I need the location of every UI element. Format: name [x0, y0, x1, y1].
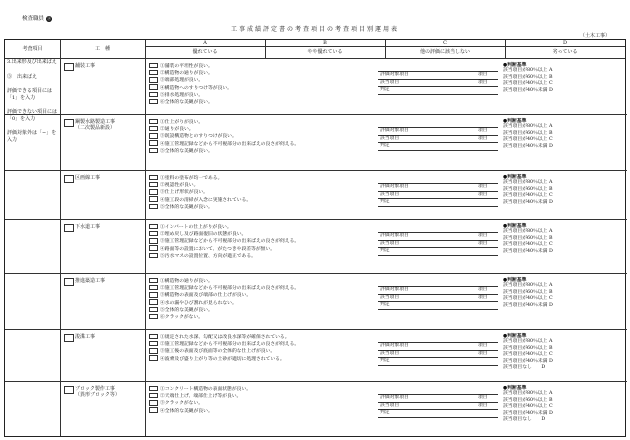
criteria-text: ②視認性が良い。 — [160, 183, 199, 189]
criteria-row — [149, 84, 369, 91]
judgement-line: 該当項目が60％以上 B — [503, 289, 553, 295]
criteria-list — [149, 333, 369, 362]
criteria-text: ②施工管理記録などから不可視部分の出来ばえの良さが伺える。 — [160, 342, 300, 348]
evaluation-label: 評価対象項目 — [380, 343, 409, 348]
criteria-text: ⑤全体的な美観が良い。 — [160, 148, 213, 154]
criteria-row — [149, 76, 369, 83]
criteria-row — [149, 132, 369, 139]
criteria-text: ③端部処理が良い。 — [160, 78, 204, 84]
criteria-list — [149, 385, 369, 414]
criteria-row — [149, 392, 369, 399]
note: 評価対象外は「−」を入力 — [7, 130, 57, 143]
criteria-row — [149, 399, 369, 406]
judgement-criteria — [503, 223, 623, 255]
criteria-text: ①構造物の通りが良い。 — [160, 279, 213, 285]
criteria-text: ②通りが良い。 — [160, 127, 194, 133]
criteria-input-box[interactable] — [149, 133, 158, 138]
evaluation-unit: 項目 — [478, 343, 488, 348]
judgement-line: 該当項目が40％未満 D — [503, 143, 553, 149]
header-c-desc: 他の評価に該当しない — [419, 49, 470, 55]
criteria-input-box[interactable] — [149, 299, 158, 304]
criteria-text: ③既設構造物とのすりつけが良い。 — [160, 134, 237, 140]
section-name: 区画線工事 — [75, 175, 101, 181]
criteria-row — [149, 237, 369, 244]
criteria-input-box[interactable] — [149, 341, 158, 346]
section — [60, 170, 627, 219]
criteria-list — [149, 277, 369, 320]
criteria-text: ⑤汚水マスの設置位置、方向が適正である。 — [160, 253, 256, 259]
evaluation-label: 該当項目 — [380, 79, 400, 85]
evaluation-label: 評価対象項目 — [380, 128, 409, 133]
criteria-text: ④全体的な美観が良い。 — [160, 408, 213, 414]
criteria-row — [149, 98, 369, 105]
criteria-row — [149, 313, 369, 320]
criteria-input-box[interactable] — [149, 238, 158, 243]
criteria-row — [149, 245, 369, 252]
criteria-input-box[interactable] — [149, 285, 158, 290]
evaluation-box — [378, 183, 498, 207]
criteria-text: ⑥クラックがない。 — [160, 315, 204, 321]
evaluation-box — [378, 71, 498, 95]
document-label — [22, 14, 52, 22]
judgement-line: 該当項目が60％以上 B — [503, 74, 553, 80]
criteria-row — [149, 355, 369, 362]
evaluation-label: 該当項目 — [380, 350, 400, 356]
header-a-letter: A — [203, 40, 207, 46]
judgement-heading: ●判断基準 — [503, 118, 527, 124]
header-b-letter: B — [323, 40, 327, 46]
evaluation-row — [378, 402, 498, 410]
criteria-text: ①仕上がりが良い。 — [160, 120, 204, 126]
evaluation-unit: 項目 — [478, 294, 488, 300]
evaluation-unit: 項目 — [478, 395, 488, 400]
criteria-input-box[interactable] — [149, 348, 158, 353]
criteria-row — [149, 223, 369, 230]
evaluation-label: 評価対象項目 — [380, 287, 409, 292]
criteria-list — [149, 223, 369, 259]
criteria-text: ①インバートの仕上がりが良い。 — [160, 225, 232, 231]
criteria-row — [149, 174, 369, 181]
criteria-input-box[interactable] — [149, 148, 158, 153]
criteria-row — [149, 62, 369, 69]
section — [60, 58, 627, 114]
evaluation-box — [378, 394, 498, 418]
evaluation-row — [378, 183, 498, 191]
evaluation-label: 該当項目 — [380, 191, 400, 197]
judgement-line: 該当項目が60％以上 B — [503, 235, 553, 241]
evaluation-unit: 項目 — [478, 233, 488, 238]
evaluation-row — [378, 71, 498, 79]
criteria-row — [149, 347, 369, 354]
note: ③ 出来ばえ — [7, 73, 38, 80]
evaluation-box — [378, 342, 498, 366]
evaluation-label: 該当項目 — [380, 135, 400, 141]
section-name: 下水道工事 — [75, 224, 101, 230]
criteria-input-box[interactable] — [149, 126, 158, 131]
criteria-input-box[interactable] — [149, 182, 158, 187]
header-b-desc: やや優れている — [307, 49, 343, 55]
evaluation-label: 該当項目 — [380, 240, 400, 246]
judgement-line: 該当項目が80％以上 A — [503, 180, 553, 186]
divider — [5, 219, 627, 220]
criteria-text: ④水の漏やひび割れが見られない。 — [160, 300, 237, 306]
divider — [5, 273, 627, 274]
judgement-line: 該当項目が40％以上 C — [503, 352, 553, 358]
criteria-input-box[interactable] — [149, 245, 158, 250]
judgement-none-line: 該当項目なし D — [503, 417, 546, 423]
criteria-input-box[interactable] — [149, 231, 158, 236]
judgement-line: 該当項目が60％以上 B — [503, 397, 553, 403]
criteria-text: ④路面等の設置において、がたつきや段差等が無い。 — [160, 246, 276, 252]
criteria-row — [149, 91, 369, 98]
criteria-text: ⑤全体的な美観が良い。 — [160, 307, 213, 313]
criteria-input-box[interactable] — [149, 407, 158, 412]
criteria-input-box[interactable] — [149, 204, 158, 209]
document-title: 工事成績評定書の考査項目の考査項目別運用表 — [230, 26, 399, 33]
header-d-letter: D — [562, 40, 567, 46]
criteria-row — [149, 203, 369, 210]
evaluation-label: 該当項目 — [380, 294, 400, 300]
evaluation-row — [378, 127, 498, 135]
criteria-row — [149, 306, 369, 313]
judgement-line: 該当項目が40％未満 D — [503, 302, 553, 308]
evaluation-label: 評価対象項目 — [380, 184, 409, 189]
judgement-line: 該当項目が40％未満 D — [503, 410, 553, 416]
evaluation-box — [378, 232, 498, 256]
criteria-text: ①塗料の塗布が均一である。 — [160, 176, 223, 182]
criteria-row — [149, 340, 369, 347]
judgement-heading: ●判断基準 — [503, 223, 527, 229]
criteria-row — [149, 333, 369, 340]
criteria-text: ②施工管理記録などから不可視部分の出来ばえの良さが伺える。 — [160, 286, 300, 292]
criteria-row — [149, 118, 369, 125]
divider — [5, 114, 627, 115]
evaluation-row — [378, 294, 498, 302]
evaluation-box — [378, 286, 498, 310]
criteria-input-box[interactable] — [149, 334, 158, 339]
judgement-none-line: 該当項目なし D — [503, 365, 546, 371]
criteria-input-box[interactable] — [149, 355, 158, 360]
criteria-input-box[interactable] — [149, 224, 158, 229]
criteria-text: ⑥全体的な美観が良い。 — [160, 100, 213, 106]
judgement-line: 該当項目が40％以上 C — [503, 193, 553, 199]
criteria-row — [149, 252, 369, 259]
judgement-line: 該当項目が40％以上 C — [503, 81, 553, 87]
criteria-text: ③クラックがない。 — [160, 401, 204, 407]
unit-label: （土木工事） — [579, 33, 610, 39]
evaluation-row — [378, 135, 498, 143]
judgement-line: 該当項目が80％以上 A — [503, 391, 553, 397]
judgement-line: 該当項目が40％未満 D — [503, 199, 553, 205]
evaluation-label: 判定 — [380, 248, 390, 254]
evaluation-label: 判定 — [380, 302, 390, 308]
criteria-text: ④施工管理記録などから不可視部分の出来ばえの良さが伺える。 — [160, 141, 300, 147]
evaluation-row — [378, 86, 498, 95]
criteria-row — [149, 196, 369, 203]
criteria-row — [149, 188, 369, 195]
criteria-list — [149, 118, 369, 154]
criteria-text: ①舗装の平坦性が良い。 — [160, 64, 213, 70]
section — [60, 273, 627, 329]
criteria-row — [149, 140, 369, 147]
judgement-criteria — [503, 277, 623, 309]
evaluation-row — [378, 240, 498, 248]
criteria-input-box[interactable] — [149, 314, 158, 319]
criteria-row — [149, 125, 369, 132]
criteria-input-box[interactable] — [149, 140, 158, 145]
criteria-text: ④波乗及び盛り上がり等の土砂が適切に処理されている。 — [160, 356, 285, 362]
criteria-input-box[interactable] — [149, 189, 158, 194]
criteria-input-box[interactable] — [149, 84, 158, 89]
section — [60, 219, 627, 273]
divider — [145, 46, 625, 47]
evaluation-row — [378, 301, 498, 310]
note: 評価できる項目には「1」を入力 — [7, 88, 53, 101]
divider — [5, 329, 627, 330]
judgement-line: 該当項目が80％以上 A — [503, 124, 553, 130]
evaluation-row — [378, 409, 498, 418]
judgement-line: 該当項目が40％以上 C — [503, 404, 553, 410]
section-name: 舗装工事 — [75, 63, 96, 69]
criteria-text: ①コンクリート構造物の表面状態が良い。 — [160, 387, 252, 393]
criteria-input-box[interactable] — [149, 99, 158, 104]
criteria-text: ①規定された水深、勾配又は改良水深等が確保されている。 — [160, 335, 290, 341]
evaluation-unit: 項目 — [478, 128, 488, 133]
judgement-criteria — [503, 62, 623, 94]
evaluation-label: 判定 — [380, 143, 390, 149]
criteria-input-box[interactable] — [149, 92, 158, 97]
evaluation-unit: 項目 — [478, 240, 488, 246]
judgement-line: 該当項目が80％以上 A — [503, 68, 553, 74]
criteria-input-box[interactable] — [149, 393, 158, 398]
section-checkbox[interactable] — [64, 119, 74, 127]
section — [60, 114, 627, 170]
criteria-text: ②天端仕上げ、端部仕上げ等が良い。 — [160, 394, 242, 400]
criteria-text: ③施工後の表面及び底面等の全体的な仕上げが良い。 — [160, 349, 276, 355]
judgement-criteria — [503, 333, 623, 371]
criteria-input-box[interactable] — [149, 292, 158, 297]
evaluation-row — [378, 247, 498, 256]
section-checkbox[interactable] — [64, 386, 74, 394]
judgement-heading: ●判断基準 — [503, 174, 527, 180]
section-checkbox[interactable] — [64, 334, 74, 342]
criteria-list — [149, 62, 369, 105]
criteria-input-box[interactable] — [149, 175, 158, 180]
header-type: 工 種 — [94, 46, 110, 52]
evaluation-table — [4, 39, 626, 437]
criteria-row — [149, 284, 369, 291]
judgement-line: 該当項目が80％以上 A — [503, 229, 553, 235]
left-notes — [7, 59, 59, 151]
criteria-row — [149, 147, 369, 154]
evaluation-label: 判定 — [380, 87, 390, 93]
evaluation-label: 評価対象項目 — [380, 233, 409, 238]
section-name: 推進築造工事 — [75, 278, 106, 284]
criteria-input-box[interactable] — [149, 253, 158, 258]
judgement-line: 該当項目が60％以上 B — [503, 186, 553, 192]
evaluation-box — [378, 127, 498, 151]
criteria-text: ⑤全体的な美観が良い。 — [160, 204, 213, 210]
judgement-line: 該当項目が60％以上 B — [503, 345, 553, 351]
criteria-text: ④構造物へのすりつけ等が良い。 — [160, 85, 232, 91]
note: 3.出来形及び出来ばえ — [7, 59, 57, 65]
header-d-desc: 劣っている — [552, 49, 578, 55]
header-a-desc: 優れている — [192, 49, 218, 55]
criteria-input-box[interactable] — [149, 77, 158, 82]
evaluation-unit: 項目 — [478, 191, 488, 197]
number-badge: ⑲ — [47, 15, 52, 21]
evaluation-label: 判定 — [380, 358, 390, 364]
evaluation-row — [378, 394, 498, 402]
criteria-text: ③施工管理記録などから不可視部分の出来ばえの良さが伺える。 — [160, 239, 300, 245]
judgement-line: 該当項目が40％未満 D — [503, 358, 553, 364]
header-c-letter: C — [443, 40, 447, 46]
section-checkbox[interactable] — [64, 224, 74, 232]
criteria-row — [149, 291, 369, 298]
evaluation-row — [378, 191, 498, 199]
criteria-list — [149, 174, 369, 210]
evaluation-unit: 項目 — [478, 79, 488, 85]
criteria-text: ④施工段の清掃が入念に実施されている。 — [160, 197, 252, 203]
section-name: 浚渫工事 — [75, 334, 96, 340]
divider — [5, 170, 627, 171]
criteria-text: ②埋め戻し及び路面復旧の状態が良い。 — [160, 232, 247, 238]
judgement-line: 該当項目が80％以上 A — [503, 283, 553, 289]
evaluation-row — [378, 142, 498, 151]
section-name: ブロック製作工事 （異形ブロック等） — [75, 386, 120, 398]
judgement-line: 該当項目が40％以上 C — [503, 242, 553, 248]
criteria-row — [149, 69, 369, 76]
judgement-line: 該当項目が60％以上 B — [503, 130, 553, 136]
evaluation-row — [378, 198, 498, 207]
judgement-heading: ●判断基準 — [503, 333, 527, 339]
judgement-criteria — [503, 174, 623, 206]
section-name: 鋼製水路製造工事 （二次製品新設） — [75, 119, 116, 131]
judgement-criteria — [503, 385, 623, 423]
criteria-input-box[interactable] — [149, 196, 158, 201]
evaluation-label: 評価対象項目 — [380, 395, 409, 400]
criteria-row — [149, 230, 369, 237]
criteria-row — [149, 407, 369, 414]
judgement-line: 該当項目が40％未満 D — [503, 248, 553, 254]
header-item: 考査項目 — [22, 46, 43, 52]
section — [60, 329, 627, 381]
evaluation-label: 該当項目 — [380, 402, 400, 408]
document-label-text: 検査職員 — [22, 16, 45, 22]
section — [60, 381, 627, 438]
criteria-input-box[interactable] — [149, 63, 158, 68]
judgement-criteria — [503, 118, 623, 150]
criteria-input-box[interactable] — [149, 307, 158, 312]
evaluation-row — [378, 232, 498, 240]
criteria-input-box[interactable] — [149, 278, 158, 283]
judgement-line: 該当項目が80％以上 A — [503, 339, 553, 345]
evaluation-row — [378, 342, 498, 350]
evaluation-label: 判定 — [380, 199, 390, 205]
criteria-text: ⑤排水処理が良い。 — [160, 92, 204, 98]
evaluation-unit: 項目 — [478, 135, 488, 141]
criteria-row — [149, 299, 369, 306]
judgement-heading: ●判断基準 — [503, 385, 527, 391]
judgement-line: 該当項目が40％以上 C — [503, 137, 553, 143]
criteria-row — [149, 385, 369, 392]
evaluation-unit: 項目 — [478, 350, 488, 356]
note: 評価できない項目には「0」を入力 — [7, 109, 58, 122]
criteria-input-box[interactable] — [149, 119, 158, 124]
criteria-text: ②構造物の通りが良い。 — [160, 71, 213, 77]
criteria-text: ③仕上げ形状が良い。 — [160, 190, 208, 196]
judgement-heading: ●判断基準 — [503, 277, 527, 283]
criteria-input-box[interactable] — [149, 400, 158, 405]
judgement-heading: ●判断基準 — [503, 62, 527, 68]
criteria-text: ③構造物の表面及び端部の仕上げが良い。 — [160, 293, 252, 299]
criteria-input-box[interactable] — [149, 386, 158, 391]
judgement-line: 該当項目が40％以上 C — [503, 296, 553, 302]
evaluation-unit: 項目 — [478, 402, 488, 408]
evaluation-unit: 項目 — [478, 72, 488, 77]
evaluation-row — [378, 79, 498, 87]
criteria-row — [149, 181, 369, 188]
evaluation-row — [378, 350, 498, 358]
divider — [5, 381, 627, 382]
evaluation-label: 判定 — [380, 410, 390, 416]
section-checkbox[interactable] — [64, 175, 74, 183]
evaluation-unit: 項目 — [478, 184, 488, 189]
criteria-input-box[interactable] — [149, 70, 158, 75]
evaluation-row — [378, 286, 498, 294]
evaluation-label: 評価対象項目 — [380, 72, 409, 77]
section-checkbox[interactable] — [64, 278, 74, 286]
evaluation-row — [378, 357, 498, 366]
section-checkbox[interactable] — [64, 63, 74, 71]
criteria-row — [149, 277, 369, 284]
judgement-line: 該当項目が40％未満 D — [503, 87, 553, 93]
evaluation-unit: 項目 — [478, 287, 488, 292]
